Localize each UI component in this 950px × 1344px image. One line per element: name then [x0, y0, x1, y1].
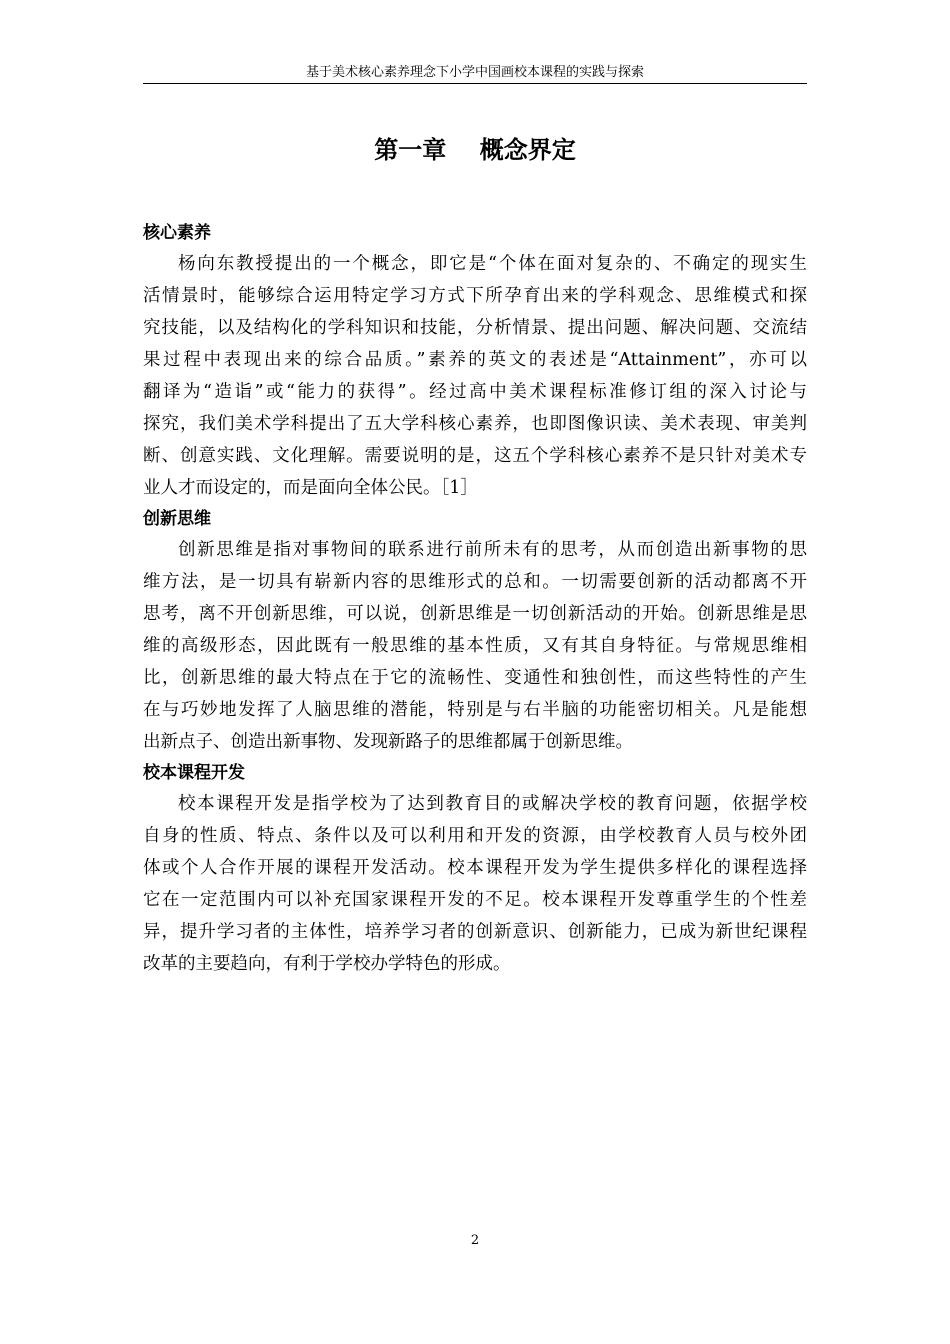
running-header: 基于美术核心素养理念下小学中国画校本课程的实践与探索 — [305, 65, 644, 80]
paragraph-line: 出新点子、创造出新事物、发现新路子的思维都属于创新思维。 — [143, 732, 633, 752]
paragraph-line: 翻译为“造诣”或“能力的获得”。经过高中美术课程标准修订组的深入讨论与 — [143, 382, 807, 402]
document-body — [143, 218, 807, 980]
header-divider — [143, 83, 807, 84]
paragraph-line: 体或个人合作开展的课程开发活动。校本课程开发为学生提供多样化的课程选择 — [143, 858, 807, 878]
paragraph-line: 维方法，是一切具有崭新内容的思维形式的总和。一切需要创新的活动都离不开 — [143, 572, 807, 592]
section-heading: 核心素养 — [143, 223, 211, 243]
page-number: 2 — [470, 1233, 480, 1248]
paragraph-line: 究技能，以及结构化的学科知识和技能，分析情景、提出问题、解决问题、交流结 — [143, 318, 807, 338]
section-paragraph — [143, 788, 807, 980]
paragraph-line: 果过程中表现出来的综合品质。”素养的英文的表述是“Attainment”，亦可以 — [143, 350, 807, 370]
paragraph-line: 探究，我们美术学科提出了五大学科核心素养，也即图像识读、美术表现、审美判 — [143, 414, 807, 434]
paragraph-line: 校本课程开发是指学校为了达到教育目的或解决学校的教育问题，依据学校 — [178, 794, 807, 814]
paragraph-line: 在与巧妙地发挥了人脑思维的潜能，特别是与右半脑的功能密切相关。凡是能想 — [143, 700, 807, 720]
paragraph-line: 改革的主要趋向，有利于学校办学特色的形成。 — [143, 954, 511, 974]
section-school-based-curriculum — [143, 758, 807, 980]
paragraph-line: 创新思维是指对事物间的联系进行前所未有的思考，从而创造出新事物的思 — [178, 540, 807, 560]
paragraph-line: 自身的性质、特点、条件以及可以利用和开发的资源，由学校教育人员与校外团 — [143, 826, 807, 846]
section-heading: 创新思维 — [143, 509, 211, 529]
section-core-literacy — [143, 218, 807, 504]
chapter-title: 第一章 概念界定 — [374, 136, 576, 164]
paragraph-line: 杨向东教授提出的一个概念，即它是“个体在面对复杂的、不确定的现实生 — [178, 254, 807, 274]
paragraph-line: 业人才而设定的，而是面向全体公民。［1］ — [143, 478, 478, 498]
paragraph-line: 异，提升学习者的主体性，培养学习者的创新意识、创新能力，已成为新世纪课程 — [143, 922, 807, 942]
section-paragraph — [143, 248, 807, 504]
section-heading: 校本课程开发 — [143, 763, 245, 783]
paragraph-line: 它在一定范围内可以补充国家课程开发的不足。校本课程开发尊重学生的个性差 — [143, 890, 807, 910]
paragraph-line: 活情景时，能够综合运用特定学习方式下所孕育出来的学科观念、思维模式和探 — [143, 286, 807, 306]
paragraph-line: 比，创新思维的最大特点在于它的流畅性、变通性和独创性，而这些特性的产生 — [143, 668, 807, 688]
paragraph-line: 思考，离不开创新思维，可以说，创新思维是一切创新活动的开始。创新思维是思 — [143, 604, 807, 624]
section-paragraph — [143, 534, 807, 758]
section-creative-thinking — [143, 504, 807, 758]
paragraph-line: 维的高级形态，因此既有一般思维的基本性质，又有其自身特征。与常规思维相 — [143, 636, 807, 656]
paragraph-line: 断、创意实践、文化理解。需要说明的是，这五个学科核心素养不是只针对美术专 — [143, 446, 807, 466]
